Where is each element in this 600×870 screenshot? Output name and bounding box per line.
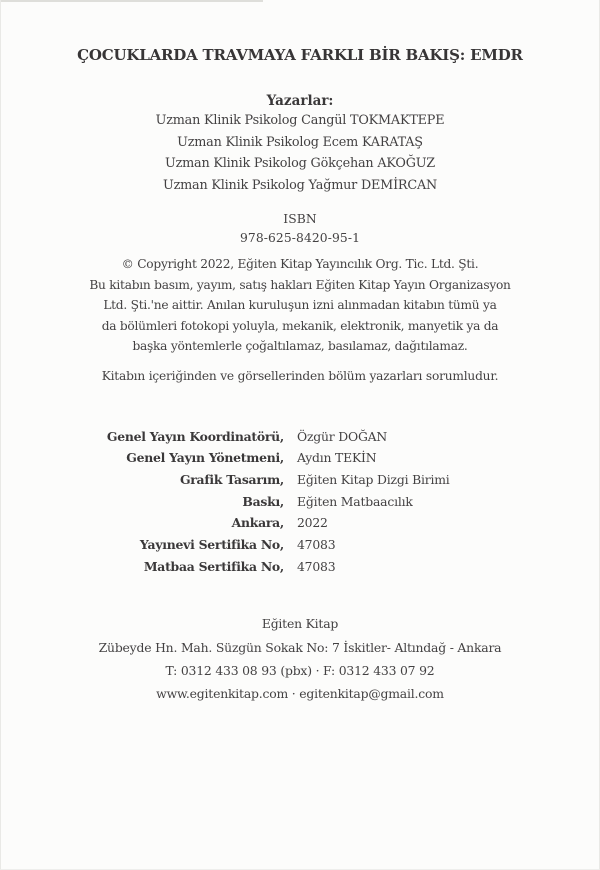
colophon-row-label: Yayınevi Sertifika No, bbox=[139, 537, 284, 553]
copyright-line: Bu kitabın basım, yayım, satış hakları Eğiten Kitap Yayın Organizasyon bbox=[89, 277, 511, 292]
colophon-row-value: 47083 bbox=[297, 558, 336, 574]
copyright-line: © Copyright 2022, Eğiten Kitap Yayıncılık Org. Tic. Ltd. Şti. bbox=[121, 257, 479, 271]
copyright-line: başka yöntemlerle çoğaltılamaz, basılamaz, dağıtılamaz. bbox=[132, 339, 468, 353]
publisher-address: Zübeyde Hn. Mah. Süzgün Sokak No: 7 İskitler- Altındağ - Ankara bbox=[98, 639, 502, 655]
isbn-label: ISBN bbox=[283, 212, 317, 226]
book-title: ÇOCUKLARDA TRAVMAYA FARKLI BİR BAKIŞ: EMDR bbox=[77, 46, 523, 64]
authors-list bbox=[1, 110, 599, 196]
colophon-row-value: 47083 bbox=[297, 537, 336, 553]
publisher-contact-block bbox=[1, 612, 599, 705]
colophon-row-label: Matbaa Sertifika No, bbox=[143, 558, 284, 574]
colophon-row-label: Genel Yayın Koordinatörü, bbox=[106, 428, 284, 444]
colophon-row-value: 2022 bbox=[297, 515, 328, 531]
colophon-table bbox=[1, 426, 599, 578]
author-name: Uzman Klinik Psikolog Yağmur DEMİRCAN bbox=[162, 177, 437, 193]
author-name: Uzman Klinik Psikolog Ecem KARATAŞ bbox=[177, 134, 423, 150]
isbn-block bbox=[1, 210, 599, 247]
publisher-web-email: www.egitenkitap.com · egitenkitap@gmail.com bbox=[156, 686, 444, 702]
authors-heading: Yazarlar: bbox=[266, 93, 334, 109]
colophon-row-value: Özgür DOĞAN bbox=[297, 428, 388, 444]
copyright-line: Ltd. Şti.'ne aittir. Anılan kuruluşun izni alınmadan kitabın tümü ya bbox=[103, 298, 497, 312]
colophon-row-label: Genel Yayın Yönetmeni, bbox=[126, 450, 284, 466]
content-disclaimer: Kitabın içeriğinden ve görsellerinden bölüm yazarları sorumludur. bbox=[101, 368, 499, 383]
colophon-row-value: Aydın TEKİN bbox=[297, 450, 377, 466]
publisher-phone-fax: T: 0312 433 08 93 (pbx) · F: 0312 433 07 92 bbox=[165, 663, 435, 679]
scan-edge-artifact bbox=[1, 0, 263, 2]
publisher-name: Eğiten Kitap bbox=[261, 616, 339, 632]
copyright-notice bbox=[1, 254, 599, 357]
isbn-number: 978-625-8420-95-1 bbox=[239, 230, 361, 245]
colophon-row-label: Baskı, bbox=[242, 493, 284, 509]
copyright-line: da bölümleri fotokopi yoluyla, mekanik, elektronik, manyetik ya da bbox=[101, 318, 499, 333]
colophon-row-value: Eğiten Matbaacılık bbox=[297, 493, 413, 509]
colophon-row-label: Ankara, bbox=[231, 515, 284, 531]
author-name: Uzman Klinik Psikolog Gökçehan AKOĞUZ bbox=[165, 156, 435, 171]
colophon-row-label: Grafik Tasarım, bbox=[179, 471, 284, 487]
colophon-row-value: Eğiten Kitap Dizgi Birimi bbox=[297, 471, 450, 487]
author-name: Uzman Klinik Psikolog Cangül TOKMAKTEPE bbox=[155, 113, 445, 128]
